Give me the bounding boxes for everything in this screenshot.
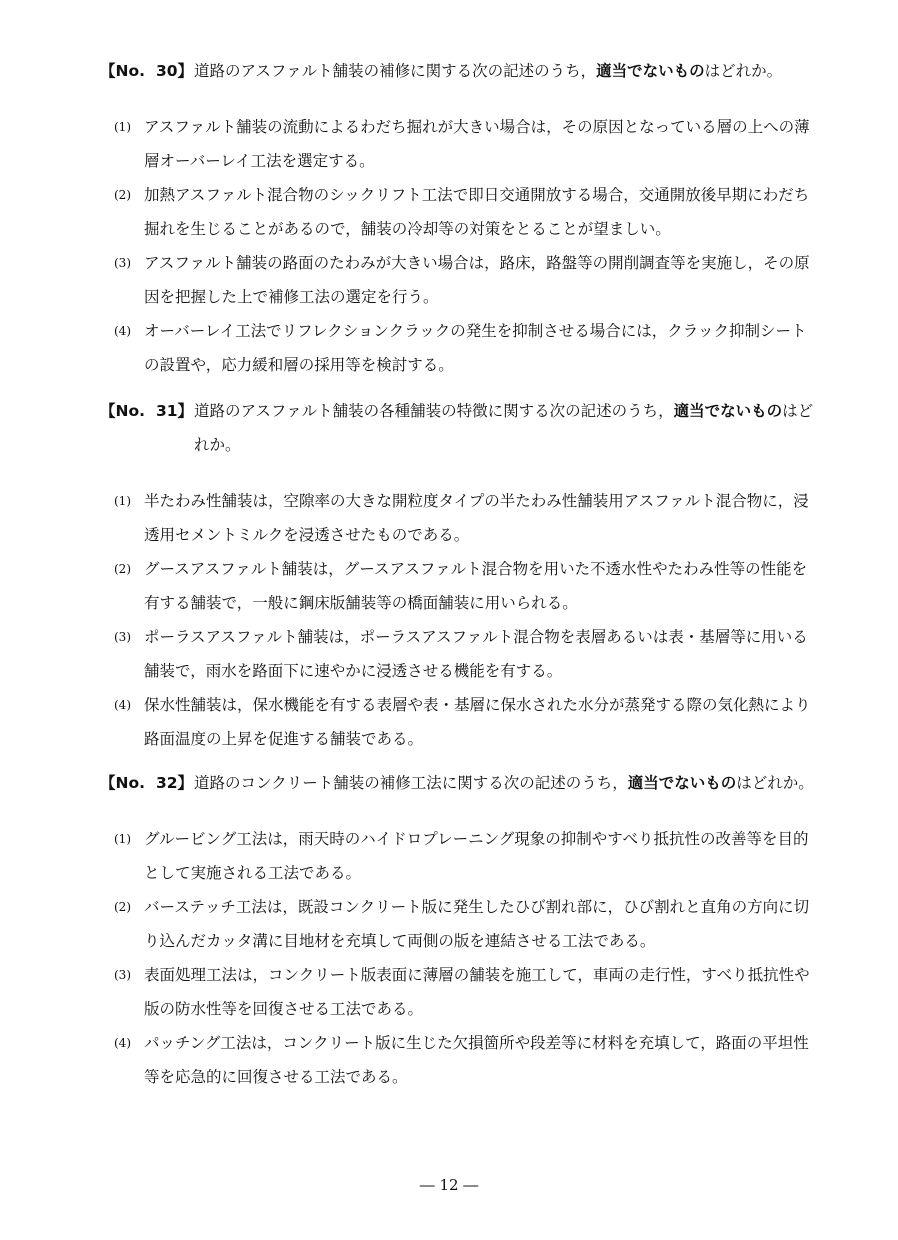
question-number-value: 31】 [155, 402, 194, 420]
question-header [100, 766, 820, 800]
option-list [100, 484, 820, 756]
option-text: バーステッチ工法は，既設コンクリート版に発生したひび割れ部に，ひび割れと直角の方向に切り込んだカッタ溝に目地材を充填して両側の版を連結させる工法である。 [144, 898, 810, 950]
option-label: (4) [114, 1036, 131, 1050]
option-item [100, 958, 820, 1026]
option-item [100, 110, 820, 178]
question-header [100, 394, 820, 462]
option-text: 加熱アスファルト混合物のシックリフト工法で即日交通開放する場合，交通開放後早期にわだち掘れを生じることがあるので，舗装の冷却等の対策をとることが望ましい。 [144, 186, 810, 238]
option-item [100, 552, 820, 620]
question-number-prefix: 【No. [100, 62, 146, 80]
question-text-before: 道路のコンクリート舗装の補修工法に関する次の記述のうち， [194, 774, 628, 792]
option-list [100, 110, 820, 382]
option-item [100, 484, 820, 552]
option-text: 半たわみ性舗装は，空隙率の大きな開粒度タイプの半たわみ性舗装用アスファルト混合物に，浸透用セメントミルクを浸透させたものである。 [144, 492, 809, 544]
option-item [100, 178, 820, 246]
option-label: (1) [114, 494, 131, 508]
question-32 [100, 766, 820, 1094]
question-number-value: 30】 [155, 62, 194, 80]
page-number: ― 12 ― [419, 1176, 479, 1194]
option-item [100, 688, 820, 756]
question-30 [100, 54, 820, 382]
option-label: (3) [114, 256, 131, 270]
option-text: パッチング工法は，コンクリート版に生じた欠損箇所や段差等に材料を充填して，路面の平坦性等を応急的に回復させる工法である。 [144, 1034, 809, 1086]
option-text: ポーラスアスファルト舗装は，ポーラスアスファルト混合物を表層あるいは表・基層等に用いる舗装で，雨水を路面下に速やかに浸透させる機能を有する。 [144, 628, 808, 680]
option-text: アスファルト舗装の流動によるわだち掘れが大きい場合は，その原因となっている層の上への薄層オーバーレイ工法を選定する。 [144, 118, 810, 170]
question-emphasis: 適当でないもの [627, 774, 737, 792]
option-label: (2) [114, 188, 131, 202]
option-label: (2) [114, 900, 131, 914]
question-number [100, 766, 194, 800]
option-label: (2) [114, 562, 131, 576]
question-text-before: 道路のアスファルト舗装の各種舗装の特徴に関する次の記述のうち， [194, 402, 674, 420]
question-number-prefix: 【No. [100, 774, 146, 792]
question-text-after: はどれか。 [194, 402, 814, 454]
option-item [100, 1026, 820, 1094]
option-label: (3) [114, 630, 131, 644]
option-label: (4) [114, 698, 131, 712]
question-31 [100, 394, 820, 756]
option-item [100, 822, 820, 890]
option-item [100, 246, 820, 314]
option-text: オーバーレイ工法でリフレクションクラックの発生を抑制させる場合には，クラック抑制シートの設置や，応力緩和層の採用等を検討する。 [144, 322, 807, 374]
option-label: (1) [114, 120, 131, 134]
question-emphasis: 適当でないもの [596, 62, 705, 80]
option-text: グルービング工法は，雨天時のハイドロプレーニング現象の抑制やすべり抵抗性の改善等を目的として実施される工法である。 [144, 830, 809, 882]
option-item [100, 314, 820, 382]
question-number-value: 32】 [155, 774, 194, 792]
question-text-after: はどれか。 [704, 62, 783, 80]
question-number [100, 394, 194, 462]
question-text [194, 394, 820, 462]
option-label: (4) [114, 324, 131, 338]
option-label: (1) [114, 832, 131, 846]
option-text: 保水性舗装は，保水機能を有する表層や表・基層に保水された水分が蒸発する際の気化熱により路面温度の上昇を促進する舗装である。 [144, 696, 811, 748]
question-number-prefix: 【No. [100, 402, 146, 420]
option-label: (3) [114, 968, 131, 982]
option-list [100, 822, 820, 1094]
option-text: アスファルト舗装の路面のたわみが大きい場合は，路床，路盤等の開削調査等を実施し，その原因を把握した上で補修工法の選定を行う。 [144, 254, 810, 306]
option-item [100, 890, 820, 958]
question-text [194, 766, 820, 800]
question-text-after: はどれか。 [736, 774, 814, 792]
option-text: 表面処理工法は，コンクリート版表面に薄層の舗装を施工して，車両の走行性，すべり抵抗性や版の防水性等を回復させる工法である。 [144, 966, 810, 1018]
option-item [100, 620, 820, 688]
question-text-before: 道路のアスファルト舗装の補修に関する次の記述のうち， [194, 62, 597, 80]
question-text [194, 54, 820, 88]
question-header [100, 54, 820, 88]
question-number [100, 54, 194, 88]
question-emphasis: 適当でないもの [673, 402, 783, 420]
option-text: グースアスファルト舗装は，グースアスファルト混合物を用いた不透水性やたわみ性等の性能を有する舗装で，一般に鋼床版舗装等の橋面舗装に用いられる。 [144, 560, 808, 612]
